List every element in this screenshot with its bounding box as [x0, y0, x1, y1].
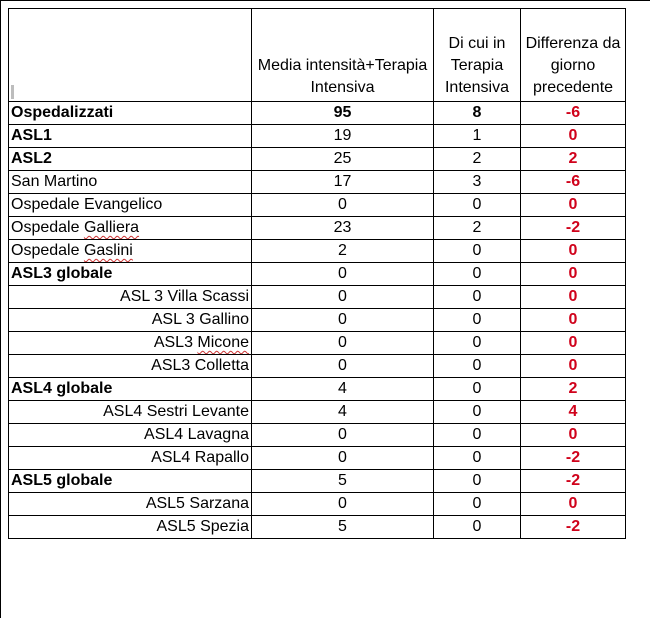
diff-cell[interactable]: 0 [521, 355, 626, 378]
media-cell[interactable]: 5 [252, 516, 434, 539]
row-label[interactable]: ASL 3 Gallino [9, 309, 252, 332]
table-row [9, 355, 626, 378]
diff-cell[interactable]: 0 [521, 309, 626, 332]
ti-cell[interactable]: 0 [434, 424, 521, 447]
diff-cell[interactable]: -2 [521, 217, 626, 240]
ti-cell[interactable]: 0 [434, 194, 521, 217]
row-label[interactable]: ASL 3 Villa Scassi [9, 286, 252, 309]
diff-cell[interactable]: 2 [521, 378, 626, 401]
ti-cell[interactable]: 0 [434, 355, 521, 378]
ti-cell[interactable]: 3 [434, 171, 521, 194]
media-cell[interactable]: 5 [252, 470, 434, 493]
ti-cell[interactable]: 0 [434, 263, 521, 286]
row-label[interactable]: Ospedale Evangelico [9, 194, 252, 217]
media-cell[interactable]: 0 [252, 263, 434, 286]
page-left-border [0, 0, 1, 618]
row-label[interactable]: ASL4 Sestri Levante [9, 401, 252, 424]
header-empty-cell[interactable] [9, 9, 252, 102]
diff-cell[interactable]: -2 [521, 447, 626, 470]
table-row [9, 217, 626, 240]
spellcheck-marked-word: Gaslini [83, 242, 133, 259]
header-differenza[interactable]: Differenza da giorno precedente [521, 9, 626, 102]
page-top-border [0, 0, 650, 1]
diff-cell[interactable]: -2 [521, 470, 626, 493]
table-row [9, 171, 626, 194]
ti-cell[interactable]: 0 [434, 309, 521, 332]
row-label[interactable]: ASL3 globale [9, 263, 252, 286]
ti-cell[interactable]: 2 [434, 148, 521, 171]
ti-cell[interactable]: 0 [434, 470, 521, 493]
ti-cell[interactable]: 0 [434, 401, 521, 424]
table-row [9, 286, 626, 309]
table-row [9, 516, 626, 539]
table-row [9, 470, 626, 493]
row-label[interactable]: ASL2 [9, 148, 252, 171]
row-label[interactable] [9, 217, 252, 240]
table-row [9, 102, 626, 125]
media-cell[interactable]: 19 [252, 125, 434, 148]
row-label-prefix: Ospedale [11, 219, 84, 236]
media-cell[interactable]: 0 [252, 286, 434, 309]
media-cell[interactable]: 17 [252, 171, 434, 194]
table-row [9, 424, 626, 447]
media-cell[interactable]: 0 [252, 447, 434, 470]
header-media[interactable]: Media intensità+Terapia Intensiva [252, 9, 434, 102]
diff-cell[interactable]: -6 [521, 171, 626, 194]
row-label[interactable]: ASL4 Lavagna [9, 424, 252, 447]
media-cell[interactable]: 25 [252, 148, 434, 171]
header-row [9, 9, 626, 102]
diff-cell[interactable]: 0 [521, 493, 626, 516]
media-cell[interactable]: 0 [252, 493, 434, 516]
row-label[interactable]: ASL5 Sarzana [9, 493, 252, 516]
diff-cell[interactable]: 0 [521, 286, 626, 309]
ti-cell[interactable]: 0 [434, 378, 521, 401]
diff-cell[interactable]: 0 [521, 263, 626, 286]
media-cell[interactable]: 4 [252, 401, 434, 424]
media-cell[interactable]: 0 [252, 309, 434, 332]
ti-cell[interactable]: 8 [434, 102, 521, 125]
ti-cell[interactable]: 1 [434, 125, 521, 148]
media-cell[interactable]: 95 [252, 102, 434, 125]
media-cell[interactable]: 23 [252, 217, 434, 240]
diff-cell[interactable]: 2 [521, 148, 626, 171]
row-label-prefix: Ospedale [11, 242, 84, 259]
media-cell[interactable]: 0 [252, 424, 434, 447]
row-label-prefix: ASL3 [153, 334, 198, 351]
diff-cell[interactable]: 0 [521, 125, 626, 148]
diff-cell[interactable]: 4 [521, 401, 626, 424]
ti-cell[interactable]: 0 [434, 332, 521, 355]
table-row [9, 309, 626, 332]
ti-cell[interactable]: 0 [434, 493, 521, 516]
diff-cell[interactable]: -6 [521, 102, 626, 125]
table-row [9, 263, 626, 286]
table-row [9, 401, 626, 424]
table-row [9, 240, 626, 263]
diff-cell[interactable]: 0 [521, 194, 626, 217]
diff-cell[interactable]: 0 [521, 424, 626, 447]
row-label[interactable]: Ospedalizzati [9, 102, 252, 125]
row-label[interactable]: ASL5 globale [9, 470, 252, 493]
header-terapia-intensiva[interactable]: Di cui in Terapia Intensiva [434, 9, 521, 102]
media-cell[interactable]: 0 [252, 194, 434, 217]
spellcheck-marked-word: Micone [197, 334, 249, 351]
row-label[interactable]: ASL4 globale [9, 378, 252, 401]
media-cell[interactable]: 0 [252, 332, 434, 355]
table-row [9, 447, 626, 470]
table-row [9, 493, 626, 516]
text-cursor [11, 85, 14, 99]
row-label[interactable]: ASL3 Colletta [9, 355, 252, 378]
ti-cell[interactable]: 0 [434, 240, 521, 263]
table-row [9, 125, 626, 148]
row-label[interactable]: ASL5 Spezia [9, 516, 252, 539]
table-row [9, 148, 626, 171]
row-label[interactable] [9, 332, 252, 355]
spellcheck-marked-word: Galliera [83, 219, 140, 236]
table-row [9, 378, 626, 401]
media-cell[interactable]: 0 [252, 355, 434, 378]
ti-cell[interactable]: 0 [434, 516, 521, 539]
media-cell[interactable]: 4 [252, 378, 434, 401]
row-label[interactable] [9, 240, 252, 263]
diff-cell[interactable]: 0 [521, 240, 626, 263]
ti-cell[interactable]: 0 [434, 447, 521, 470]
diff-cell[interactable]: -2 [521, 516, 626, 539]
table-row [9, 332, 626, 355]
table-row [9, 194, 626, 217]
media-cell[interactable]: 2 [252, 240, 434, 263]
diff-cell[interactable]: 0 [521, 332, 626, 355]
row-label[interactable]: ASL4 Rapallo [9, 447, 252, 470]
ti-cell[interactable]: 2 [434, 217, 521, 240]
row-label[interactable]: ASL1 [9, 125, 252, 148]
ti-cell[interactable]: 0 [434, 286, 521, 309]
row-label[interactable]: San Martino [9, 171, 252, 194]
hospitalization-table [8, 8, 626, 539]
